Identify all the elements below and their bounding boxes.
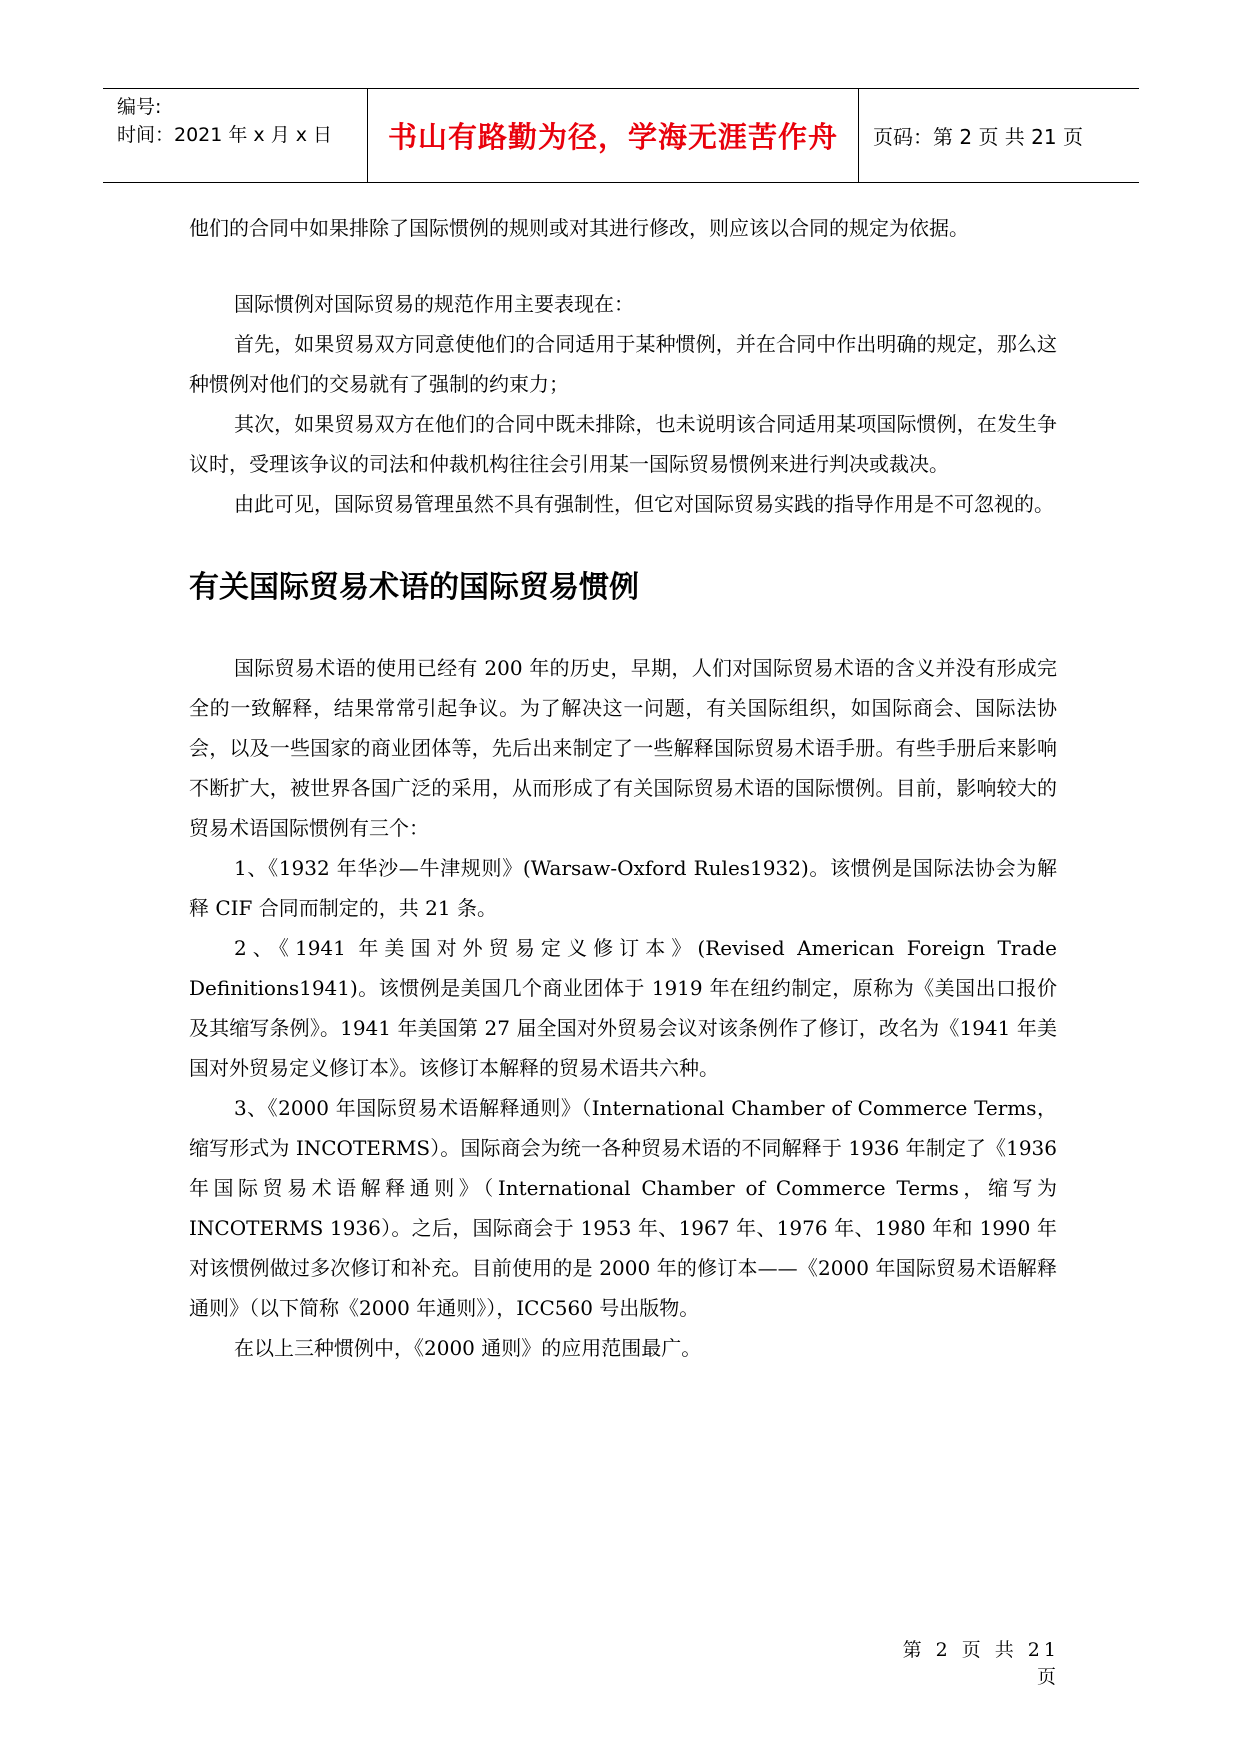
document-body xyxy=(189,208,1057,1368)
paragraph: 国际贸易术语的使用已经有 200 年的历史，早期，人们对国际贸易术语的含义并没有形成完全的一致解释，结果常常引起争议。为了解决这一问题，有关国际组织，如国际商会、国际法协会，以及一些国家的商业团体等，先后出来制定了一些解释国际贸易术语手册。有些手册后来影响不断扩大，被世界各国广泛的采用，从而形成了有关国际贸易术语的国际惯例。目前，影响较大的贸易术语国际惯例有三个： xyxy=(189,656,1057,840)
paragraph: 首先，如果贸易双方同意使他们的合同适用于某种惯例，并在合同中作出明确的规定，那么这种惯例对他们的交易就有了强制的约束力； xyxy=(189,332,1057,396)
list-item: 2、《1941 年美国对外贸易定义修订本》(Revised American Foreign Trade Definitions1941)。该惯例是美国几个商业团体于 1919 年在纽约制定，原称为《美国出口报价及其缩写条例》。1941 年美国第 27 届全国对外贸易会议对该条例作了修订，改名为《1941 年美国对外贸易定义修订本》。该修订本解释的贸易术语共六种。 xyxy=(189,936,1057,1080)
paragraph-continuation: 他们的合同中如果排除了国际惯例的规则或对其进行修改，则应该以合同的规定为依据。 xyxy=(189,216,969,240)
page-footer: 第 2 页 共 21 页 xyxy=(902,1639,1060,1688)
document-number-label: 编号: xyxy=(117,96,162,118)
paragraph: 国际惯例对国际贸易的规范作用主要表现在： xyxy=(234,292,634,316)
paragraph: 在以上三种惯例中，《2000 通则》的应用范围最广。 xyxy=(234,1336,702,1360)
header-meta xyxy=(103,89,368,182)
header-motto: 书山有路勤为径，学海无涯苦作舟 xyxy=(368,89,859,182)
list-item: 3、《2000 年国际贸易术语解释通则》（International Chamber of Commerce Terms，缩写形式为 INCOTERMS）。国际商会为统一各种贸易术语的不同解释于 1936 年制定了《1936 年国际贸易术语解释通则》（International Chamber of Commerce Terms，缩写为 INCOTERMS 1936）。之后，国际商会于 1953 年、1967 年、1976 年、1980 年和 1990 年对该惯例做过多次修订和补充。目前使用的是 2000 年的修订本——《2000 年国际贸易术语解释通则》（以下简称《2000 年通则》），ICC560 号出版物。 xyxy=(189,1096,1057,1320)
section-heading: 有关国际贸易术语的国际贸易惯例 xyxy=(189,570,639,605)
paragraph: 其次，如果贸易双方在他们的合同中既未排除，也未说明该合同适用某项国际惯例，在发生争议时，受理该争议的司法和仲裁机构往往会引用某一国际贸易惯例来进行判决或裁决。 xyxy=(189,412,1057,476)
document-time-label: 时间：2021 年 x 月 x 日 xyxy=(117,124,333,146)
paragraph: 由此可见，国际贸易管理虽然不具有强制性，但它对国际贸易实践的指导作用是不可忽视的。 xyxy=(234,492,1054,516)
header-page-number: 页码：第 2 页 共 21 页 xyxy=(873,125,1083,149)
page-header xyxy=(103,88,1139,183)
list-item: 1、《1932 年华沙—牛津规则》(Warsaw-Oxford Rules1932)。该惯例是国际法协会为解释 CIF 合同而制定的，共 21 条。 xyxy=(189,856,1057,920)
